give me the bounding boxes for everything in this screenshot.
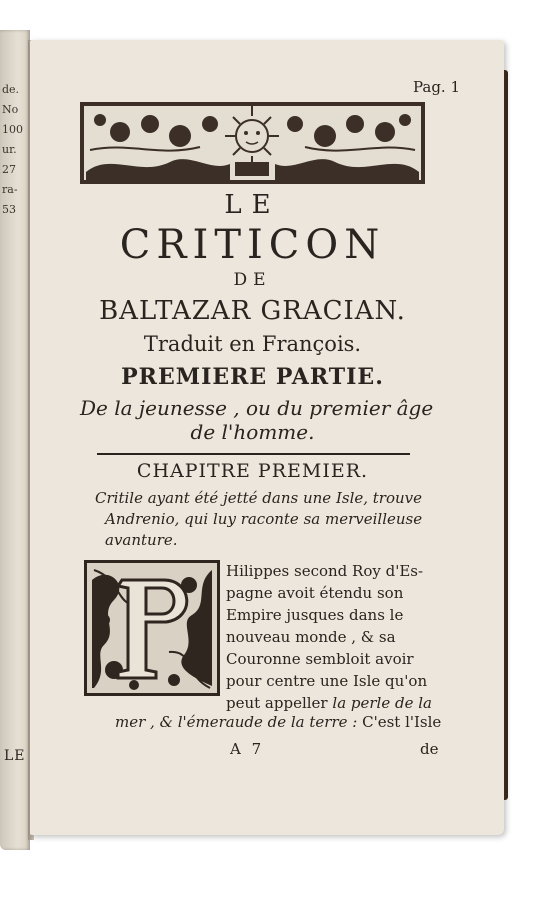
title-preposition: DE [233, 270, 272, 290]
left-page-fragment: ra- [2, 183, 18, 196]
left-page-bottom-word: LE [4, 748, 26, 764]
left-page-fragment: No [2, 103, 19, 116]
translation-note: Traduit en François. [143, 332, 362, 356]
body-italic-phrase: la perle de la [332, 694, 432, 712]
body-line: Hilippes second Roy d'Es- [226, 562, 424, 580]
body-line: pour centre une Isle qu'on [226, 672, 428, 690]
title-main: CRITICON [119, 222, 386, 268]
body-text [226, 560, 432, 714]
body-line: Couronne sembloit avoir [226, 650, 414, 668]
left-page-fragment: 27 [2, 163, 16, 176]
signature-mark: A 7 [230, 740, 265, 758]
catchword: de [420, 740, 439, 758]
left-page-edge [0, 30, 30, 850]
page-number: Pag. 1 [412, 78, 460, 96]
decorated-initial-p-icon [84, 560, 220, 696]
body-line: C'est l'Isle [357, 713, 442, 731]
body-italic-phrase: mer , & l'émeraude de la terre : [115, 713, 358, 731]
chapter-heading: CHAPITRE PREMIER. [136, 460, 369, 482]
left-page-fragment: ur. [2, 143, 17, 156]
part-subtitle: De la jeunesse , ou du premier âge [80, 396, 434, 420]
left-page-fragment: 53 [2, 203, 16, 216]
chapter-summary [95, 488, 425, 551]
summary-line: avanture. [105, 531, 178, 549]
left-page-fragment: de. [2, 83, 20, 96]
body-last-line [115, 713, 441, 731]
body-line: peut appeller [226, 694, 328, 712]
summary-line: Andrenio, qui luy raconte sa merveilleuse [105, 510, 423, 528]
body-line: nouveau monde , & sa [226, 628, 396, 646]
woodcut-headpiece-ornament [80, 102, 425, 184]
part-subtitle-cont: de l'homme. [190, 420, 315, 444]
title-article: LE [224, 190, 281, 220]
author-name: BALTAZAR GRACIAN. [99, 296, 406, 326]
summary-line: Critile ayant été jetté dans une Isle, trouve [95, 489, 423, 507]
body-line: pagne avoit étendu son [226, 584, 404, 602]
left-page-fragment: 100 [2, 123, 23, 136]
part-heading: PREMIERE PARTIE. [121, 364, 384, 390]
body-line: Empire jusques dans le [226, 606, 404, 624]
horizontal-rule [97, 453, 410, 455]
